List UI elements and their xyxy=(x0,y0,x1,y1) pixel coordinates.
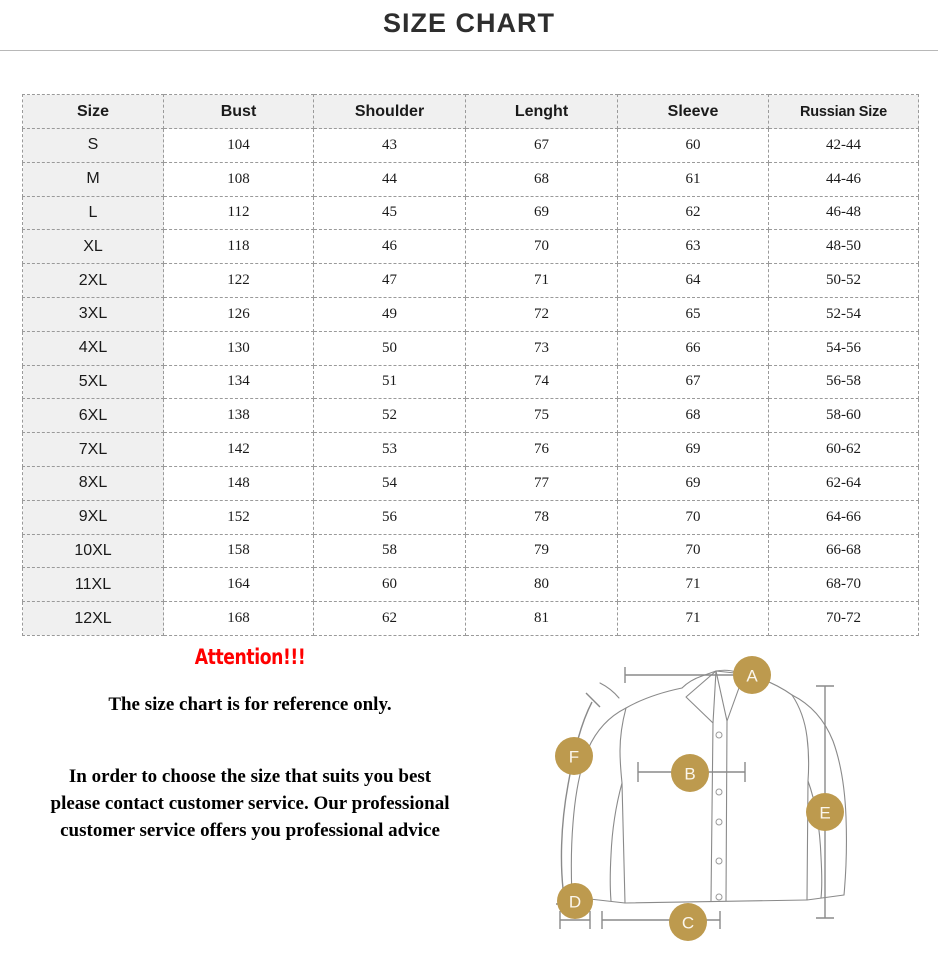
cell-sleeve: 70 xyxy=(618,500,769,534)
cell-sleeve: 69 xyxy=(618,433,769,467)
cell-shoulder: 60 xyxy=(314,568,466,602)
cell-size: S xyxy=(23,129,164,163)
table-header-row xyxy=(23,95,919,129)
cell-size: 3XL xyxy=(23,297,164,331)
cell-russian: 44-46 xyxy=(769,162,919,196)
cell-size: 7XL xyxy=(23,433,164,467)
cell-lenght: 70 xyxy=(466,230,618,264)
cell-russian: 66-68 xyxy=(769,534,919,568)
cell-sleeve: 71 xyxy=(618,602,769,636)
cell-shoulder: 54 xyxy=(314,466,466,500)
cell-size: M xyxy=(23,162,164,196)
column-header-bust: Bust xyxy=(164,95,314,129)
garment-measurement-diagram xyxy=(530,645,938,953)
cell-bust: 118 xyxy=(164,230,314,264)
cell-sleeve: 60 xyxy=(618,129,769,163)
column-header-shoulder: Shoulder xyxy=(314,95,466,129)
cell-sleeve: 64 xyxy=(618,264,769,298)
cell-russian: 56-58 xyxy=(769,365,919,399)
cell-lenght: 69 xyxy=(466,196,618,230)
badge-b xyxy=(671,754,709,792)
table-row xyxy=(23,331,919,365)
badge-e-label: E xyxy=(819,803,831,823)
cell-sleeve: 61 xyxy=(618,162,769,196)
table-row xyxy=(23,264,919,298)
cell-lenght: 81 xyxy=(466,602,618,636)
cell-lenght: 79 xyxy=(466,534,618,568)
page-title: SIZE CHART xyxy=(383,8,555,38)
cell-bust: 126 xyxy=(164,297,314,331)
table-row xyxy=(23,433,919,467)
cell-russian: 70-72 xyxy=(769,602,919,636)
cell-bust: 148 xyxy=(164,466,314,500)
cell-size: 4XL xyxy=(23,331,164,365)
table-row xyxy=(23,500,919,534)
badge-e xyxy=(806,793,844,831)
table-row xyxy=(23,466,919,500)
cell-shoulder: 47 xyxy=(314,264,466,298)
table-row xyxy=(23,196,919,230)
cell-lenght: 75 xyxy=(466,399,618,433)
cell-sleeve: 71 xyxy=(618,568,769,602)
cell-russian: 48-50 xyxy=(769,230,919,264)
cell-shoulder: 43 xyxy=(314,129,466,163)
column-header-lenght: Lenght xyxy=(466,95,618,129)
cell-russian: 58-60 xyxy=(769,399,919,433)
cell-russian: 64-66 xyxy=(769,500,919,534)
cell-sleeve: 65 xyxy=(618,297,769,331)
cell-shoulder: 46 xyxy=(314,230,466,264)
cell-size: 10XL xyxy=(23,534,164,568)
cell-size: 9XL xyxy=(23,500,164,534)
table-row xyxy=(23,230,919,264)
cell-russian: 68-70 xyxy=(769,568,919,602)
table-row xyxy=(23,602,919,636)
cell-lenght: 80 xyxy=(466,568,618,602)
cell-size: 8XL xyxy=(23,466,164,500)
table-row xyxy=(23,399,919,433)
cell-bust: 152 xyxy=(164,500,314,534)
customer-service-note-line-1: In order to choose the size that suits you best xyxy=(68,766,432,787)
cell-lenght: 76 xyxy=(466,433,618,467)
cell-size: 11XL xyxy=(23,568,164,602)
size-chart-table-wrapper xyxy=(22,94,918,636)
cell-russian: 46-48 xyxy=(769,196,919,230)
badge-f-label: F xyxy=(568,747,580,767)
cell-bust: 138 xyxy=(164,399,314,433)
cell-lenght: 78 xyxy=(466,500,618,534)
cell-russian: 62-64 xyxy=(769,466,919,500)
cell-shoulder: 49 xyxy=(314,297,466,331)
column-header-russian-size: Russian Size xyxy=(769,95,919,129)
cell-russian: 54-56 xyxy=(769,331,919,365)
cell-sleeve: 68 xyxy=(618,399,769,433)
customer-service-note-line-3: customer service offers you professional advice xyxy=(60,819,440,841)
button-icons xyxy=(716,732,722,900)
cell-lenght: 71 xyxy=(466,264,618,298)
cell-lenght: 72 xyxy=(466,297,618,331)
attention-heading: Attention!!! xyxy=(194,645,306,669)
table-row xyxy=(23,365,919,399)
cell-shoulder: 53 xyxy=(314,433,466,467)
cell-sleeve: 62 xyxy=(618,196,769,230)
cell-sleeve: 69 xyxy=(618,466,769,500)
badge-a xyxy=(733,656,771,694)
dimension-line-a xyxy=(625,667,752,683)
shirt-outline-icon xyxy=(568,670,846,903)
cell-shoulder: 56 xyxy=(314,500,466,534)
cell-shoulder: 50 xyxy=(314,331,466,365)
customer-service-note xyxy=(0,764,500,845)
cell-bust: 158 xyxy=(164,534,314,568)
table-body xyxy=(23,129,919,636)
title-bar xyxy=(0,0,938,51)
badge-b-label: B xyxy=(684,764,696,784)
table-row xyxy=(23,534,919,568)
cell-russian: 42-44 xyxy=(769,129,919,163)
column-header-sleeve: Sleeve xyxy=(618,95,769,129)
cell-size: 6XL xyxy=(23,399,164,433)
table-row xyxy=(23,297,919,331)
column-header-size: Size xyxy=(23,95,164,129)
cell-lenght: 67 xyxy=(466,129,618,163)
cell-bust: 130 xyxy=(164,331,314,365)
cell-russian: 52-54 xyxy=(769,297,919,331)
dimension-line-f xyxy=(556,693,600,904)
cell-lenght: 73 xyxy=(466,331,618,365)
cell-bust: 108 xyxy=(164,162,314,196)
cell-sleeve: 63 xyxy=(618,230,769,264)
notice-block xyxy=(0,645,500,845)
cell-lenght: 74 xyxy=(466,365,618,399)
cell-lenght: 68 xyxy=(466,162,618,196)
cell-size: 12XL xyxy=(23,602,164,636)
badge-f xyxy=(555,737,593,775)
cell-shoulder: 62 xyxy=(314,602,466,636)
size-chart-table xyxy=(22,94,919,636)
badge-d xyxy=(557,883,593,919)
cell-bust: 142 xyxy=(164,433,314,467)
table-row xyxy=(23,129,919,163)
badge-a-label: A xyxy=(746,666,758,686)
cell-shoulder: 58 xyxy=(314,534,466,568)
cell-bust: 168 xyxy=(164,602,314,636)
cell-sleeve: 66 xyxy=(618,331,769,365)
table-row xyxy=(23,568,919,602)
cell-bust: 112 xyxy=(164,196,314,230)
cell-bust: 122 xyxy=(164,264,314,298)
badge-c-label: C xyxy=(681,913,695,933)
cell-bust: 164 xyxy=(164,568,314,602)
cell-shoulder: 45 xyxy=(314,196,466,230)
cell-lenght: 77 xyxy=(466,466,618,500)
badge-d-label: D xyxy=(568,892,582,912)
cell-size: 2XL xyxy=(23,264,164,298)
cell-size: XL xyxy=(23,230,164,264)
customer-service-note-line-2: please contact customer service. Our professional xyxy=(50,792,450,814)
cell-shoulder: 52 xyxy=(314,399,466,433)
table-row xyxy=(23,162,919,196)
cell-size: 5XL xyxy=(23,365,164,399)
badge-c xyxy=(669,903,707,941)
cell-bust: 134 xyxy=(164,365,314,399)
cell-sleeve: 67 xyxy=(618,365,769,399)
cell-shoulder: 51 xyxy=(314,365,466,399)
cell-shoulder: 44 xyxy=(314,162,466,196)
cell-bust: 104 xyxy=(164,129,314,163)
cell-sleeve: 70 xyxy=(618,534,769,568)
reference-only-text: The size chart is for reference only. xyxy=(108,694,392,715)
cell-russian: 60-62 xyxy=(769,433,919,467)
cell-russian: 50-52 xyxy=(769,264,919,298)
cell-size: L xyxy=(23,196,164,230)
